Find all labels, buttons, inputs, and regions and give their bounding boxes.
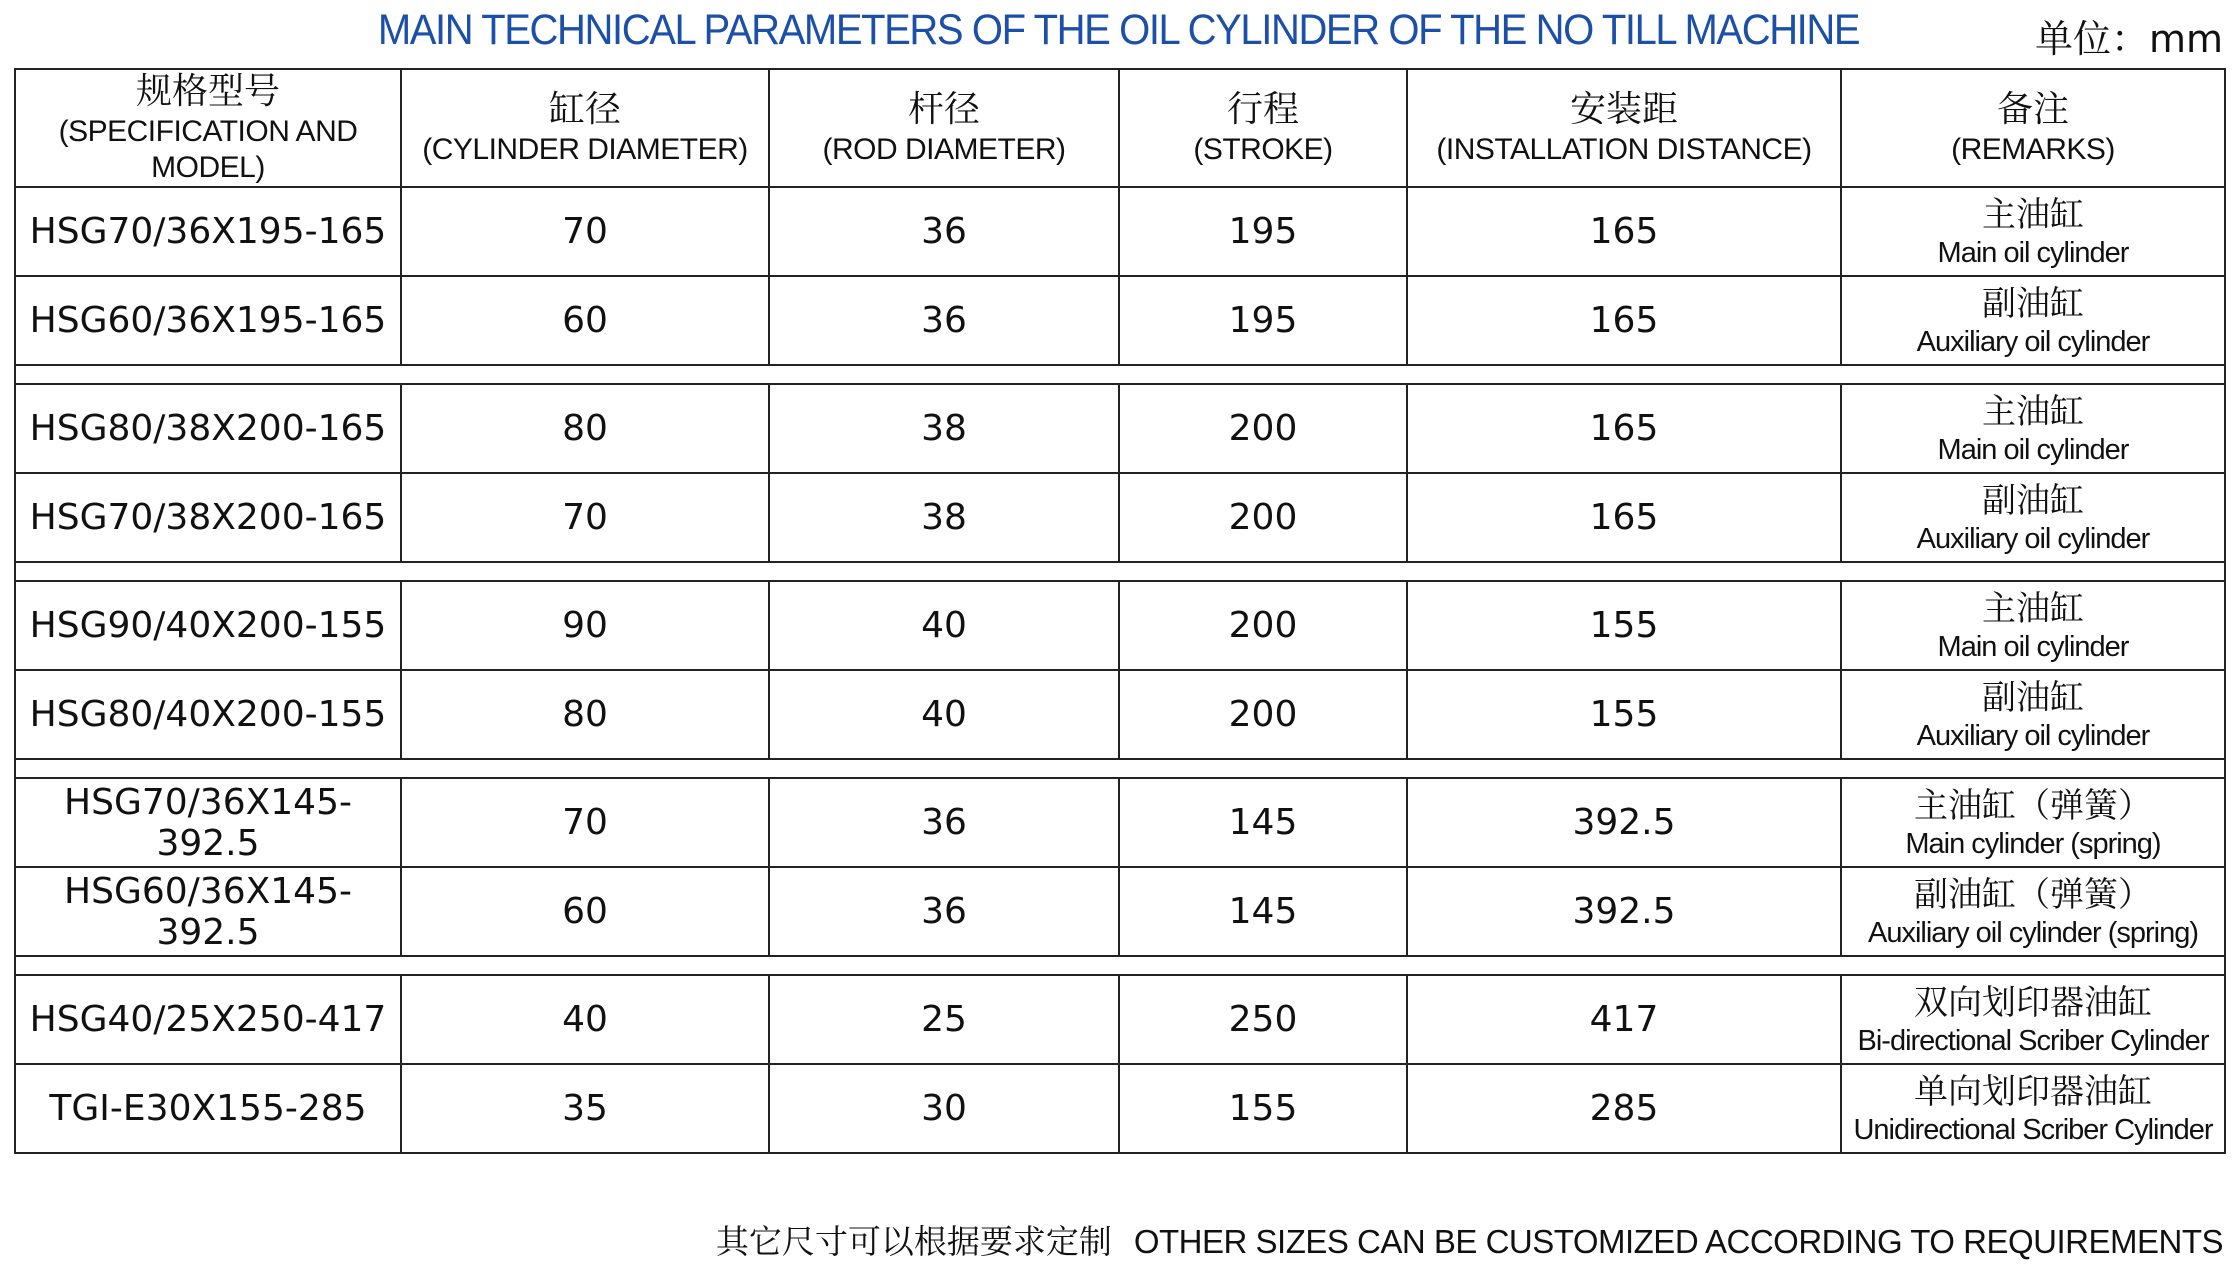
table-row [15, 975, 2225, 1064]
group-separator [15, 562, 2225, 581]
header-en: (REMARKS) [1951, 133, 2115, 166]
remark-cn: 副油缸 [1982, 283, 2084, 324]
cell-install: 155 [1407, 670, 1841, 759]
remark-cn: 副油缸（弹簧） [1914, 874, 2152, 915]
cell-bore: 80 [401, 384, 769, 473]
cell-remark [1841, 1064, 2225, 1153]
cell-remark [1841, 670, 2225, 759]
table-row [15, 384, 2225, 473]
remark-en: Main oil cylinder [1937, 630, 2129, 663]
cell-stroke: 200 [1119, 473, 1407, 562]
separator-cell [15, 759, 2225, 778]
cell-install: 285 [1407, 1064, 1841, 1153]
footer-note-en: OTHER SIZES CAN BE CUSTOMIZED ACCORDING TO REQUIREMENTS [1133, 1223, 2223, 1260]
cell-install: 165 [1407, 276, 1841, 365]
cell-remark [1841, 187, 2225, 276]
cell-stroke: 195 [1119, 276, 1407, 365]
cell-model: HSG80/38X200-165 [15, 384, 401, 473]
cell-rod: 38 [769, 473, 1119, 562]
footer-note-cn: 其它尺寸可以根据要求定制 [715, 1222, 1112, 1261]
cell-rod: 25 [769, 975, 1119, 1064]
table-row [15, 670, 2225, 759]
cell-remark [1841, 867, 2225, 956]
cell-remark [1841, 581, 2225, 670]
cell-bore: 70 [401, 473, 769, 562]
cell-stroke: 145 [1119, 778, 1407, 867]
remark-cn: 副油缸 [1982, 480, 2084, 521]
table-header-row [15, 69, 2225, 187]
cell-rod: 36 [769, 778, 1119, 867]
cell-install: 392.5 [1407, 778, 1841, 867]
cell-rod: 40 [769, 581, 1119, 670]
cell-stroke: 155 [1119, 1064, 1407, 1153]
table-row [15, 276, 2225, 365]
cell-model: HSG70/38X200-165 [15, 473, 401, 562]
table-row [15, 778, 2225, 867]
remark-en: Auxiliary oil cylinder (spring) [1868, 916, 2198, 949]
cell-bore: 35 [401, 1064, 769, 1153]
cell-remark [1841, 384, 2225, 473]
cell-stroke: 195 [1119, 187, 1407, 276]
table-row [15, 1064, 2225, 1153]
separator-cell [15, 365, 2225, 384]
header-en: (INSTALLATION DISTANCE) [1436, 133, 1812, 166]
cell-model: HSG60/36X195-165 [15, 276, 401, 365]
remark-en: Unidirectional Scriber Cylinder [1853, 1113, 2213, 1146]
cell-bore: 70 [401, 778, 769, 867]
cell-remark [1841, 276, 2225, 365]
cell-rod: 30 [769, 1064, 1119, 1153]
remark-en: Auxiliary oil cylinder [1916, 325, 2150, 358]
group-separator [15, 759, 2225, 778]
cell-remark [1841, 778, 2225, 867]
header-rod [769, 69, 1119, 187]
cell-rod: 38 [769, 384, 1119, 473]
header-stroke [1119, 69, 1407, 187]
remark-cn: 双向划印器油缸 [1914, 982, 2152, 1023]
header-en: (STROKE) [1193, 133, 1333, 166]
cell-model: TGI-E30X155-285 [15, 1064, 401, 1153]
remark-cn: 主油缸 [1982, 391, 2084, 432]
header-en: (ROD DIAMETER) [822, 133, 1066, 166]
header-cn: 安装距 [1569, 89, 1678, 130]
cell-stroke: 145 [1119, 867, 1407, 956]
header-cn: 备注 [1996, 89, 2069, 130]
cell-model: HSG70/36X195-165 [15, 187, 401, 276]
cell-bore: 60 [401, 867, 769, 956]
remark-en: Main oil cylinder [1937, 433, 2129, 466]
group-separator [15, 956, 2225, 975]
cell-install: 155 [1407, 581, 1841, 670]
cell-rod: 36 [769, 276, 1119, 365]
cell-bore: 80 [401, 670, 769, 759]
header-model [15, 69, 401, 187]
parameters-table [14, 68, 2226, 1154]
cell-model: HSG90/40X200-155 [15, 581, 401, 670]
cell-install: 165 [1407, 384, 1841, 473]
group-separator [15, 365, 2225, 384]
cell-install: 165 [1407, 473, 1841, 562]
header-remarks [1841, 69, 2225, 187]
cell-install: 417 [1407, 975, 1841, 1064]
remark-cn: 主油缸 [1982, 194, 2084, 235]
cell-model: HSG80/40X200-155 [15, 670, 401, 759]
separator-cell [15, 956, 2225, 975]
header-cn: 缸径 [548, 89, 621, 130]
remark-cn: 单向划印器油缸 [1914, 1071, 2152, 1112]
cell-model: HSG70/36X145-392.5 [15, 778, 401, 867]
cell-install: 165 [1407, 187, 1841, 276]
cell-rod: 40 [769, 670, 1119, 759]
cell-bore: 40 [401, 975, 769, 1064]
table-row [15, 187, 2225, 276]
cell-stroke: 250 [1119, 975, 1407, 1064]
header-bore [401, 69, 769, 187]
remark-cn: 主油缸 [1982, 588, 2084, 629]
cell-stroke: 200 [1119, 670, 1407, 759]
cell-bore: 60 [401, 276, 769, 365]
footer-note [716, 1216, 2223, 1263]
remark-en: Bi-directional Scriber Cylinder [1857, 1024, 2209, 1057]
unit-label: 单位：mm [2034, 17, 2223, 61]
header-cn: 行程 [1226, 89, 1299, 130]
remark-cn: 副油缸 [1982, 677, 2084, 718]
table-row [15, 581, 2225, 670]
remark-en: Auxiliary oil cylinder [1916, 522, 2150, 555]
cell-bore: 90 [401, 581, 769, 670]
cell-remark [1841, 975, 2225, 1064]
page-title: MAIN TECHNICAL PARAMETERS OF THE OIL CYLINDER OF THE NO TILL MACHINE [377, 6, 1860, 54]
remark-cn: 主油缸（弹簧） [1914, 785, 2152, 826]
cell-model: HSG40/25X250-417 [15, 975, 401, 1064]
cell-rod: 36 [769, 187, 1119, 276]
header-en: (CYLINDER DIAMETER) [422, 133, 748, 166]
cell-model: HSG60/36X145-392.5 [15, 867, 401, 956]
cell-remark [1841, 473, 2225, 562]
cell-stroke: 200 [1119, 384, 1407, 473]
table-row [15, 867, 2225, 956]
header-cn: 杆径 [907, 89, 980, 130]
remark-en: Main cylinder (spring) [1905, 827, 2161, 860]
header-en: (SPECIFICATION AND MODEL) [58, 115, 358, 184]
remark-en: Main oil cylinder [1937, 236, 2129, 269]
separator-cell [15, 562, 2225, 581]
table-row [15, 473, 2225, 562]
header-cn: 规格型号 [135, 71, 280, 112]
cell-stroke: 200 [1119, 581, 1407, 670]
cell-rod: 36 [769, 867, 1119, 956]
remark-en: Auxiliary oil cylinder [1916, 719, 2150, 752]
cell-install: 392.5 [1407, 867, 1841, 956]
header-install [1407, 69, 1841, 187]
cell-bore: 70 [401, 187, 769, 276]
